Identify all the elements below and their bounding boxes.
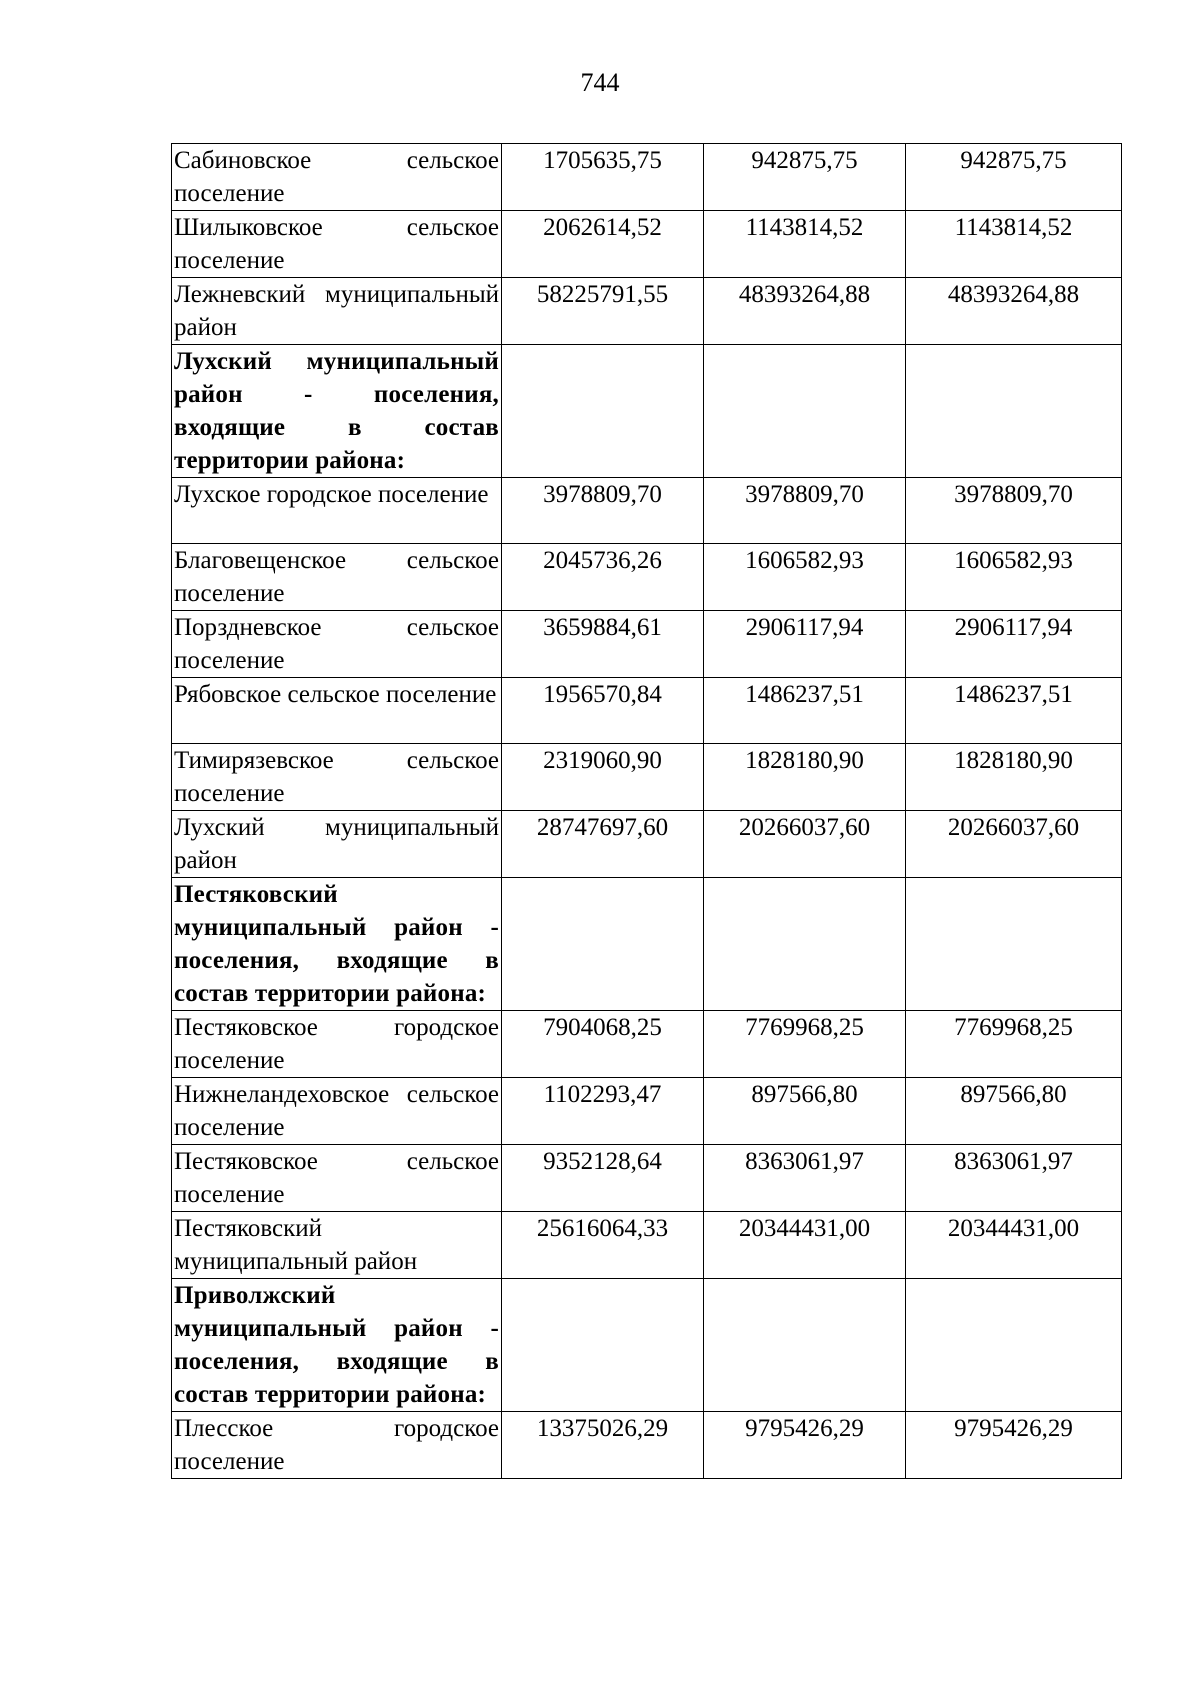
- value-cell-2: [704, 1279, 906, 1412]
- value-cell-3: 8363061,97: [906, 1145, 1122, 1212]
- value-cell-1: 3978809,70: [502, 478, 704, 544]
- value-cell-1: 58225791,55: [502, 278, 704, 345]
- value-cell-3: 2906117,94: [906, 611, 1122, 678]
- table-row: [172, 811, 1122, 878]
- value-cell-2: 20266037,60: [704, 811, 906, 878]
- value-cell-3: 48393264,88: [906, 278, 1122, 345]
- section-header-row: [172, 1279, 1122, 1412]
- settlement-name-cell: Пестяковское сельское поселение: [172, 1145, 502, 1212]
- value-cell-1: 1956570,84: [502, 678, 704, 744]
- settlement-name-cell: Лежневский муниципальный район: [172, 278, 502, 345]
- value-cell-2: 9795426,29: [704, 1412, 906, 1479]
- value-cell-1: 3659884,61: [502, 611, 704, 678]
- value-cell-3: 1486237,51: [906, 678, 1122, 744]
- value-cell-2: 2906117,94: [704, 611, 906, 678]
- value-cell-3: 1828180,90: [906, 744, 1122, 811]
- value-cell-2: 7769968,25: [704, 1011, 906, 1078]
- settlement-name-cell: Сабиновское сельское поселение: [172, 144, 502, 211]
- settlement-name-cell: Пестяковское городское поселение: [172, 1011, 502, 1078]
- settlement-name-cell: Порздневское сельское поселение: [172, 611, 502, 678]
- settlement-name-cell: Тимирязевское сельское поселение: [172, 744, 502, 811]
- value-cell-3: 942875,75: [906, 144, 1122, 211]
- value-cell-2: 1143814,52: [704, 211, 906, 278]
- value-cell-2: 3978809,70: [704, 478, 906, 544]
- section-header-cell: Приволжский муниципальный район - поселения, входящие в состав территории района:: [172, 1279, 502, 1412]
- value-cell-2: 8363061,97: [704, 1145, 906, 1212]
- section-header-row: [172, 345, 1122, 478]
- table-row: [172, 611, 1122, 678]
- value-cell-3: 1606582,93: [906, 544, 1122, 611]
- value-cell-2: 942875,75: [704, 144, 906, 211]
- table-row: [172, 1078, 1122, 1145]
- value-cell-3: 9795426,29: [906, 1412, 1122, 1479]
- value-cell-3: 7769968,25: [906, 1011, 1122, 1078]
- page-number: 744: [580, 68, 620, 97]
- table-row: [172, 744, 1122, 811]
- value-cell-1: 1102293,47: [502, 1078, 704, 1145]
- settlement-name-cell: Лухский муниципальный район: [172, 811, 502, 878]
- value-cell-2: [704, 345, 906, 478]
- value-cell-1: 13375026,29: [502, 1412, 704, 1479]
- value-cell-3: 20266037,60: [906, 811, 1122, 878]
- value-cell-3: 20344431,00: [906, 1212, 1122, 1279]
- settlement-name-cell: Шилыковское сельское поселение: [172, 211, 502, 278]
- section-header-cell: Лухский муниципальный район - поселения, входящие в состав территории района:: [172, 345, 502, 478]
- table-row: [172, 1412, 1122, 1479]
- value-cell-1: 2062614,52: [502, 211, 704, 278]
- value-cell-1: 2319060,90: [502, 744, 704, 811]
- value-cell-2: 48393264,88: [704, 278, 906, 345]
- value-cell-2: 1828180,90: [704, 744, 906, 811]
- value-cell-1: 9352128,64: [502, 1145, 704, 1212]
- value-cell-1: [502, 878, 704, 1011]
- budget-table: [171, 143, 1122, 1479]
- settlement-name-cell: Пестяковский муниципальный район: [172, 1212, 502, 1279]
- value-cell-1: 2045736,26: [502, 544, 704, 611]
- settlement-name-cell: Рябовское сельское поселение: [172, 678, 502, 744]
- section-header-cell: Пестяковский муниципальный район - поселения, входящие в состав территории района:: [172, 878, 502, 1011]
- settlement-name-cell: Благовещенское сельское поселение: [172, 544, 502, 611]
- value-cell-3: 897566,80: [906, 1078, 1122, 1145]
- table-row: [172, 211, 1122, 278]
- value-cell-1: 28747697,60: [502, 811, 704, 878]
- value-cell-3: 1143814,52: [906, 211, 1122, 278]
- value-cell-2: 20344431,00: [704, 1212, 906, 1279]
- value-cell-1: 1705635,75: [502, 144, 704, 211]
- value-cell-3: [906, 345, 1122, 478]
- table-row: [172, 478, 1122, 544]
- table-row: [172, 1011, 1122, 1078]
- value-cell-1: [502, 345, 704, 478]
- table-row: [172, 278, 1122, 345]
- value-cell-3: 3978809,70: [906, 478, 1122, 544]
- table-row: [172, 1212, 1122, 1279]
- table-body: [172, 144, 1122, 1479]
- table-row: [172, 1145, 1122, 1212]
- value-cell-1: 7904068,25: [502, 1011, 704, 1078]
- value-cell-1: [502, 1279, 704, 1412]
- value-cell-2: 897566,80: [704, 1078, 906, 1145]
- table-row: [172, 678, 1122, 744]
- table-row: [172, 544, 1122, 611]
- value-cell-3: [906, 1279, 1122, 1412]
- settlement-name-cell: Лухское городское поселение: [172, 478, 502, 544]
- settlement-name-cell: Плесское городское поселение: [172, 1412, 502, 1479]
- value-cell-1: 25616064,33: [502, 1212, 704, 1279]
- value-cell-2: [704, 878, 906, 1011]
- value-cell-3: [906, 878, 1122, 1011]
- section-header-row: [172, 878, 1122, 1011]
- settlement-name-cell: Нижнеландеховское сельское поселение: [172, 1078, 502, 1145]
- value-cell-2: 1486237,51: [704, 678, 906, 744]
- table-row: [172, 144, 1122, 211]
- value-cell-2: 1606582,93: [704, 544, 906, 611]
